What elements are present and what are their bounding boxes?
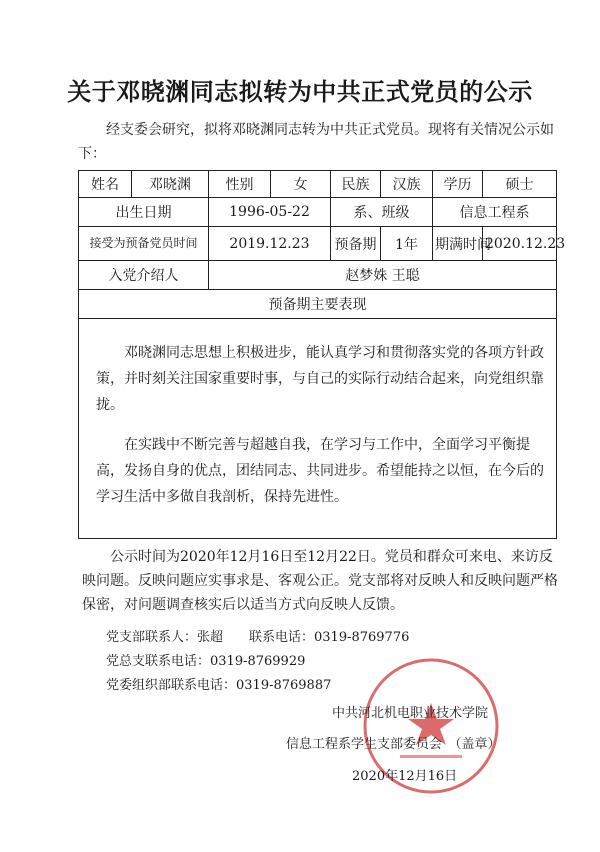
probation-end-value: 2020.12.23	[483, 227, 557, 261]
probation-end-label: 期满时间	[433, 227, 483, 261]
name-value: 邓晓渊	[132, 171, 209, 198]
notice-text: 公示时间为2020年12月16日至12月22日。党员和群众可来电、来访反映问题。反映问题应实事求是、客观公正。党支部将对反映人和反映问题严格保密，对问题调查核实后以适当方式向反映人反馈。	[82, 549, 558, 613]
introducer-label: 入党介绍人	[79, 261, 209, 290]
document-title: 关于邓晓渊同志拟转为中共正式党员的公示	[67, 77, 533, 106]
remarks-body	[96, 340, 552, 524]
introducer-value: 赵梦姝 王聪	[209, 261, 557, 290]
gender-value: 女	[271, 171, 331, 198]
probation-start-label: 接受为预备党员时间	[79, 227, 209, 261]
table-row	[79, 227, 557, 261]
probation-start-value: 2019.12.23	[209, 227, 331, 261]
table-row	[79, 198, 557, 227]
remarks-paragraph-2: 在实践中不断完善与超越自我，在学习与工作中，全面学习平衡提高，发扬自身的优点，团结同志、共同进步。希望能持之以恒，在今后的学习生活中多做自我剖析，保持先进性。	[96, 437, 544, 505]
dept-label: 系、班级	[331, 198, 433, 227]
branch-contact: 党支部联系人：张超 联系电话：0319-8769776	[106, 630, 410, 645]
general-branch-phone: 党总支联系电话：0319-8769929	[106, 654, 306, 669]
ethnicity-value: 汉族	[381, 171, 433, 198]
signature-branch: 信息工程系学生支部委员会 （盖章）	[286, 737, 501, 752]
education-value: 硕士	[483, 171, 557, 198]
committee-phone: 党委组织部联系电话：0319-8769887	[106, 678, 332, 693]
ethnicity-label: 民族	[331, 171, 381, 198]
education-label: 学历	[433, 171, 483, 198]
intro-paragraph: 经支委会研究，拟将邓晓渊同志转为中共正式党员。现将有关情况公示如下：	[78, 122, 554, 162]
signature-org: 中共河北机电职业技术学院	[332, 706, 489, 721]
name-label: 姓名	[79, 171, 132, 198]
birthdate-value: 1996-05-22	[209, 198, 331, 227]
gender-label: 性别	[209, 171, 271, 198]
probation-period-value: 1年	[381, 227, 433, 261]
table-row	[79, 261, 557, 290]
table-row	[79, 290, 557, 319]
probation-period-label: 预备期	[331, 227, 381, 261]
table-row	[79, 171, 557, 198]
birthdate-label: 出生日期	[79, 198, 209, 227]
remarks-header: 预备期主要表现	[79, 290, 557, 319]
notice-paragraph	[82, 545, 560, 617]
signature-date: 2020年12月16日	[352, 769, 458, 784]
remarks-paragraph-1: 邓晓渊同志思想上积极进步，能认真学习和贯彻落实党的各项方针政策，并时刻关注国家重要时事，与自己的实际行动结合起来，向党组织靠拢。	[96, 345, 544, 413]
dept-value: 信息工程系	[433, 198, 557, 227]
